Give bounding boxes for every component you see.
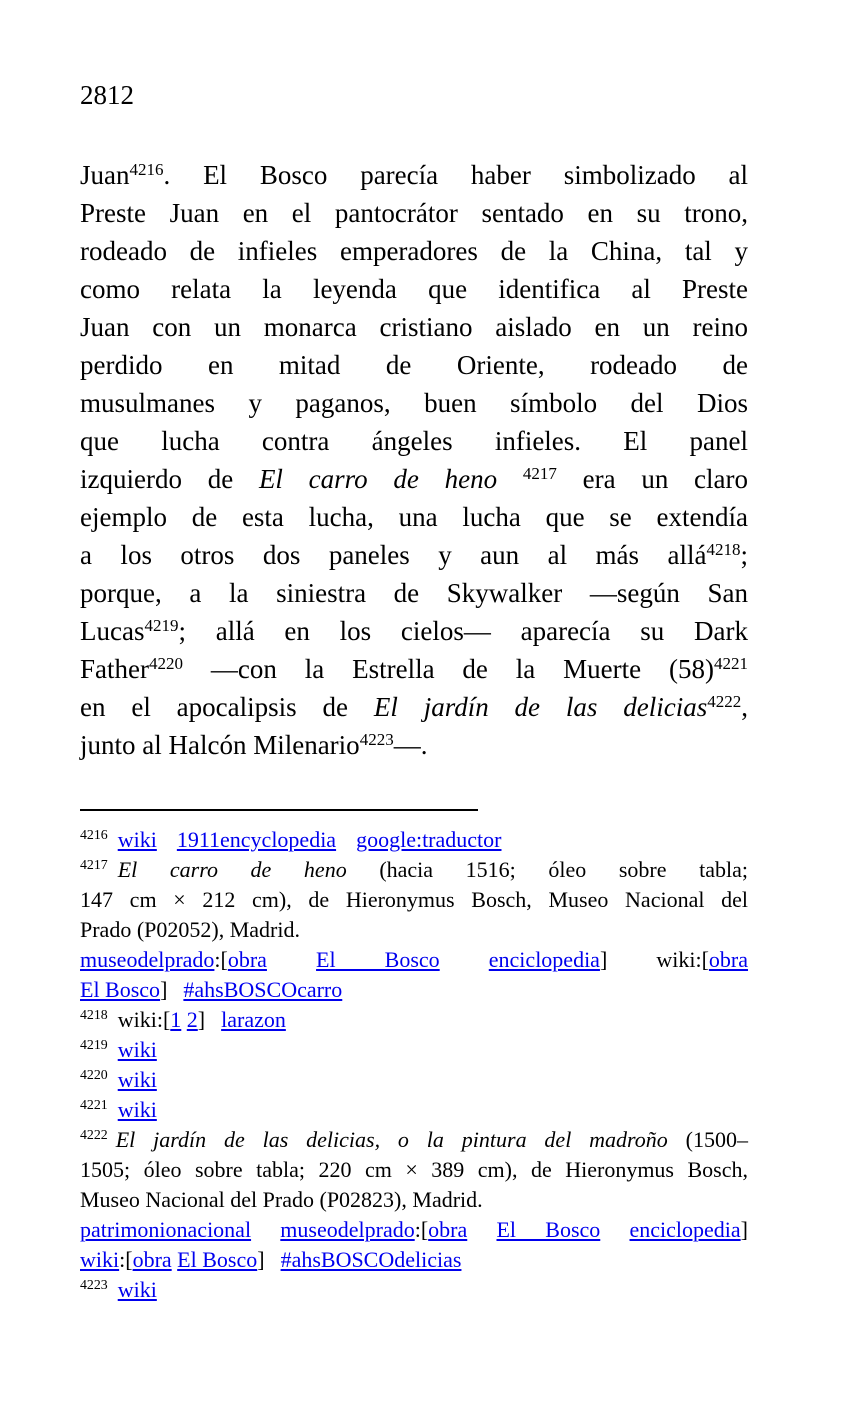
spacer <box>108 1296 118 1297</box>
text-run <box>440 947 489 972</box>
footnote-line <box>80 825 748 855</box>
link-wiki[interactable]: wiki <box>117 1097 157 1122</box>
text-run: :[ <box>119 1247 133 1272</box>
spacer <box>108 846 118 847</box>
paragraph-line <box>80 194 748 232</box>
paragraph-line <box>80 726 748 764</box>
text-run: Preste Juan en el pantocrátor sentado en su trono, <box>80 198 748 228</box>
link-obra[interactable]: obra <box>708 947 749 972</box>
footnote-line <box>80 1005 748 1035</box>
paragraph-line <box>80 574 748 612</box>
link-wiki[interactable]: wiki <box>117 1067 157 1092</box>
paragraph-line <box>80 346 748 384</box>
text-run: musulmanes y paganos, buen símbolo del Dios <box>80 388 748 418</box>
spacer <box>108 1026 118 1027</box>
spacer <box>108 1146 116 1147</box>
footnote-line <box>80 1185 748 1215</box>
footnote-ref: 4219 <box>144 615 179 635</box>
footnote-4221 <box>80 1095 748 1125</box>
footnote-4223 <box>80 1275 748 1305</box>
text-run: ] <box>740 1217 748 1242</box>
paragraph-line <box>80 460 748 498</box>
paragraph-line <box>80 422 748 460</box>
text-run: a los otros dos paneles y aun al más allá <box>80 540 707 570</box>
spacer <box>205 1026 221 1027</box>
text-run: wiki:[ <box>117 1007 171 1032</box>
page-number: 2812 <box>80 80 134 110</box>
text-run: (1500– <box>667 1127 749 1152</box>
text-run <box>467 1217 496 1242</box>
paragraph-line <box>80 308 748 346</box>
link-enciclopedia[interactable]: enciclopedia <box>629 1217 741 1242</box>
link-ahsboscocarro[interactable]: #ahsBOSCOcarro <box>183 977 343 1002</box>
paragraph-line <box>80 498 748 536</box>
text-run: ejemplo de esta lucha, una lucha que se extendía <box>80 502 748 532</box>
text-run: El carro de heno <box>117 857 347 882</box>
footnotes-section <box>80 825 748 1305</box>
text-run: ] wiki:[ <box>599 947 709 972</box>
text-run: :[ <box>214 947 228 972</box>
footnote-line <box>80 1245 748 1275</box>
link-larazon[interactable]: larazon <box>221 1007 286 1032</box>
link-el-bosco[interactable]: El Bosco <box>496 1217 601 1242</box>
footnote-ref: 4217 <box>522 463 557 483</box>
link-el-bosco[interactable]: El Bosco <box>177 1247 258 1272</box>
text-run: El jardín de las delicias <box>373 692 708 722</box>
spacer <box>167 996 183 997</box>
link-obra[interactable]: obra <box>227 947 267 972</box>
spacer <box>108 1116 118 1117</box>
footnote-ref: 4221 <box>714 653 748 673</box>
text-run: . El Bosco parecía haber simbolizado al <box>163 160 748 190</box>
link-ahsboscodelicias[interactable]: #ahsBOSCOdelicias <box>280 1247 462 1272</box>
text-run: como relata la leyenda que identifica al Preste <box>80 274 748 304</box>
text-run <box>600 1217 629 1242</box>
text-run: en el apocalipsis de <box>80 692 374 722</box>
link-2[interactable]: 2 <box>186 1007 198 1032</box>
footnote-line <box>80 1065 748 1095</box>
paragraph-line <box>80 650 748 688</box>
footnote-4220 <box>80 1065 748 1095</box>
text-run: ] <box>257 1247 265 1272</box>
footnote-marker: 4219 <box>80 1037 108 1053</box>
link-museodelprado[interactable]: museodelprado <box>280 1217 415 1242</box>
footnote-marker: 4218 <box>80 1007 108 1023</box>
text-run <box>251 1217 280 1242</box>
paragraph-line <box>80 536 748 574</box>
text-run <box>267 947 316 972</box>
paragraph-line <box>80 688 748 726</box>
footnote-marker: 4220 <box>80 1067 108 1083</box>
text-run: :[ <box>414 1217 429 1242</box>
link-patrimonionacional[interactable]: patrimonionacional <box>80 1217 252 1242</box>
text-run: Lucas <box>80 616 145 646</box>
footnote-ref: 4222 <box>707 691 742 711</box>
spacer <box>157 846 177 847</box>
footnote-4218 <box>80 1005 748 1035</box>
paragraph-line <box>80 612 748 650</box>
paragraph-line <box>80 384 748 422</box>
paragraph-line <box>80 232 748 270</box>
footnote-line <box>80 1095 748 1125</box>
text-run: perdido en mitad de Oriente, rodeado de <box>80 350 748 380</box>
footnote-4219 <box>80 1035 748 1065</box>
link-el-bosco[interactable]: El Bosco <box>316 947 440 972</box>
link-enciclopedia[interactable]: enciclopedia <box>488 947 600 972</box>
text-run: 147 cm × 212 cm), de Hieronymus Bosch, Museo Nacional del <box>80 887 748 912</box>
paragraph-line <box>80 156 748 194</box>
text-run: porque, a la siniestra de Skywalker —según San <box>80 578 748 608</box>
link-wiki[interactable]: wiki <box>117 1277 157 1302</box>
text-run: ] <box>160 977 168 1002</box>
footnote-marker: 4216 <box>80 827 108 843</box>
footnote-separator <box>80 809 478 811</box>
text-run: Juan con un monarca cristiano aislado en un reino <box>80 312 748 342</box>
link-obra[interactable]: obra <box>132 1247 172 1272</box>
footnote-line <box>80 1155 748 1185</box>
footnote-ref: 4218 <box>706 539 741 559</box>
text-run: Museo Nacional del Prado (P02823), Madrid. <box>80 1187 483 1212</box>
text-run: junto al Halcón Milenario <box>80 730 360 760</box>
link-el-bosco[interactable]: El Bosco <box>80 977 161 1002</box>
link-wiki[interactable]: wiki <box>80 1247 120 1272</box>
link-1911encyclopedia[interactable]: 1911encyclopedia <box>176 827 337 852</box>
footnote-line <box>80 1125 748 1155</box>
spacer <box>108 876 118 877</box>
text-run: rodeado de infieles emperadores de la China, tal y <box>80 236 748 266</box>
footnote-4216 <box>80 825 748 855</box>
footnote-marker: 4217 <box>80 857 108 873</box>
text-run: —con la Estrella de la Muerte (58) <box>182 654 714 684</box>
footnote-ref: 4216 <box>129 159 164 179</box>
text-run: ; allá en los cielos— aparecía su Dark <box>178 616 748 646</box>
footnote-ref: 4220 <box>148 653 183 673</box>
text-run <box>497 464 523 494</box>
spacer <box>108 1056 118 1057</box>
footnote-marker: 4221 <box>80 1097 108 1113</box>
body-text <box>80 156 748 764</box>
paragraph-line <box>80 270 748 308</box>
text-run: Father <box>80 654 149 684</box>
footnote-marker: 4223 <box>80 1277 108 1293</box>
link-wiki[interactable]: wiki <box>117 1037 157 1062</box>
link-google-traductor[interactable]: google:traductor <box>356 827 502 852</box>
footnote-line <box>80 1035 748 1065</box>
footnote-4217 <box>80 855 748 1005</box>
footnote-line <box>80 855 748 885</box>
footnote-line <box>80 1275 748 1305</box>
spacer <box>108 1086 118 1087</box>
text-run: —. <box>393 730 428 760</box>
footnote-line <box>80 945 748 975</box>
text-run: El jardín de las delicias, o la pintura del madroño <box>115 1127 668 1152</box>
footnote-ref: 4223 <box>359 729 394 749</box>
spacer <box>265 1266 281 1267</box>
text-run: izquierdo de <box>80 464 259 494</box>
text-run: Prado (P02052), Madrid. <box>80 917 300 942</box>
footnote-4222 <box>80 1125 748 1275</box>
text-run: era un claro <box>556 464 749 494</box>
link-wiki[interactable]: wiki <box>117 827 157 852</box>
link-obra[interactable]: obra <box>428 1217 468 1242</box>
footnote-line <box>80 975 748 1005</box>
text-run: El carro de heno <box>258 464 498 494</box>
footnote-line <box>80 1215 748 1245</box>
footnote-line <box>80 885 748 915</box>
link-1[interactable]: 1 <box>170 1007 182 1032</box>
text-run: , <box>741 692 748 722</box>
spacer <box>336 846 356 847</box>
text-run: (hacia 1516; óleo sobre tabla; <box>346 857 748 882</box>
text-run: Juan <box>80 160 130 190</box>
text-run: 1505; óleo sobre tabla; 220 cm × 389 cm), de Hieronymus Bosch, <box>80 1157 748 1182</box>
footnote-line <box>80 915 748 945</box>
link-museodelprado[interactable]: museodelprado <box>80 947 215 972</box>
footnote-marker: 4222 <box>80 1127 108 1143</box>
text-run: ; <box>740 540 748 570</box>
text-run: ] <box>197 1007 206 1032</box>
text-run: que lucha contra ángeles infieles. El panel <box>80 426 748 456</box>
